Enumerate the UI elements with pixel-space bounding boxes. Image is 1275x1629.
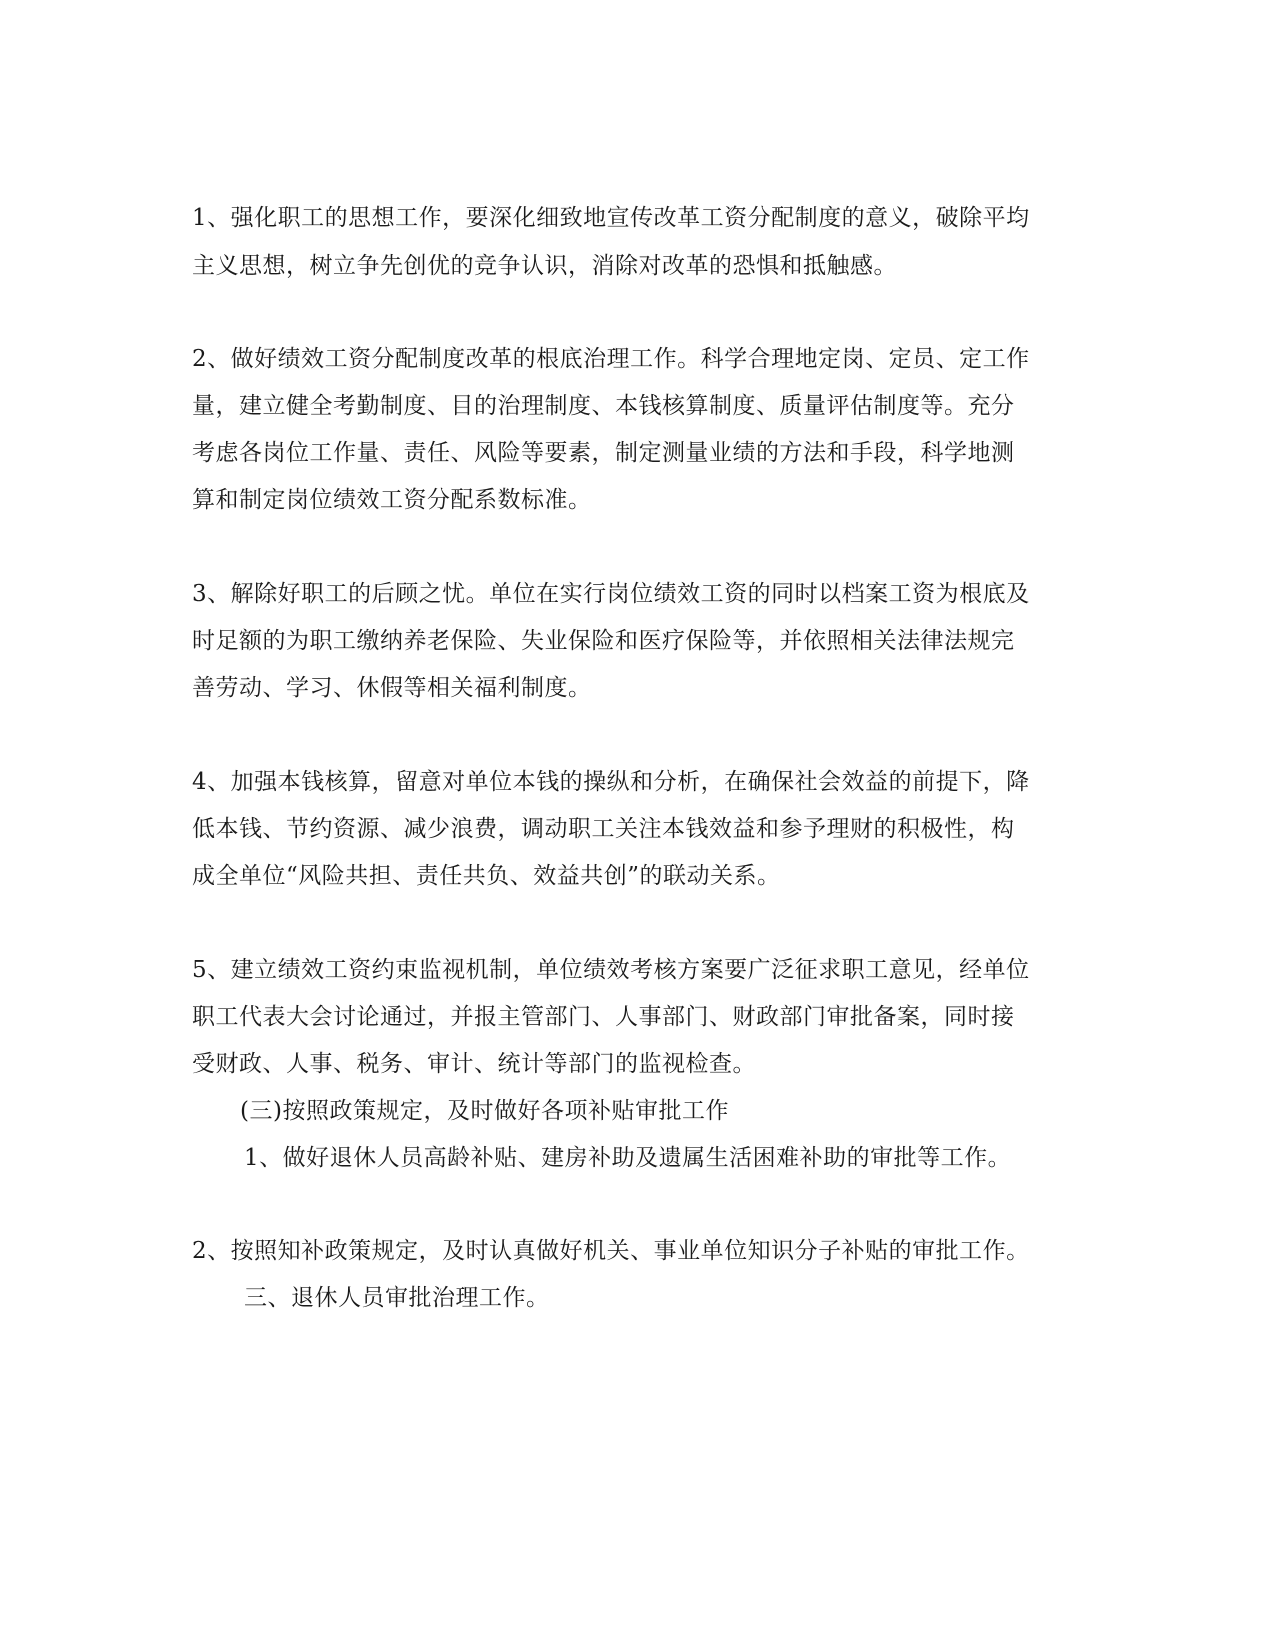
paragraph-1-line-1: 1、强化职工的思想工作，要深化细致地宣传改革工资分配制度的意义，破除平均	[192, 205, 1030, 231]
paragraph-3-line-1: 3、解除好职工的后顾之忧。单位在实行岗位绩效工资的同时以档案工资为根底及	[192, 581, 1030, 607]
paragraph-4-line-2: 低本钱、节约资源、减少浪费，调动职工关注本钱效益和参予理财的积极性，构	[192, 816, 1015, 842]
paragraph-1-line-2: 主义思想，树立争先创优的竞争认识，消除对改革的恐惧和抵触感。	[192, 253, 897, 279]
paragraph-5-line-1: 5、建立绩效工资约束监视机制，单位绩效考核方案要广泛征求职工意见，经单位	[192, 957, 1030, 983]
subheading-3: (三)按照政策规定，及时做好各项补贴审批工作	[240, 1098, 729, 1124]
paragraph-2-line-2: 量，建立健全考勤制度、目的治理制度、本钱核算制度、质量评估制度等。充分	[192, 393, 1015, 419]
section-3-heading: 三、退休人员审批治理工作。	[244, 1285, 550, 1311]
paragraph-5-line-2: 职工代表大会讨论通过，并报主管部门、人事部门、财政部门审批备案，同时接	[192, 1004, 1015, 1030]
paragraph-2-line-1: 2、做好绩效工资分配制度改革的根底治理工作。科学合理地定岗、定员、定工作	[192, 346, 1030, 372]
paragraph-2-line-4: 算和制定岗位绩效工资分配系数标准。	[192, 487, 592, 513]
paragraph-3-line-3: 善劳动、学习、休假等相关福利制度。	[192, 675, 592, 701]
paragraph-2-line-3: 考虑各岗位工作量、责任、风险等要素，制定测量业绩的方法和手段，科学地测	[192, 440, 1015, 466]
paragraph-4-line-1: 4、加强本钱核算，留意对单位本钱的操纵和分析，在确保社会效益的前提下，降	[192, 769, 1030, 795]
paragraph-3-line-2: 时足额的为职工缴纳养老保险、失业保险和医疗保险等，并依照相关法律法规完	[192, 628, 1015, 654]
paragraph-4-line-3: 成全单位“风险共担、责任共负、效益共创”的联动关系。	[192, 863, 781, 889]
item-3-2: 2、按照知补政策规定，及时认真做好机关、事业单位知识分子补贴的审批工作。	[192, 1238, 1030, 1264]
paragraph-5-line-3: 受财政、人事、税务、审计、统计等部门的监视检查。	[192, 1051, 756, 1077]
item-3-1: 1、做好退休人员高龄补贴、建房补助及遗属生活困难补助的审批等工作。	[244, 1145, 1012, 1171]
